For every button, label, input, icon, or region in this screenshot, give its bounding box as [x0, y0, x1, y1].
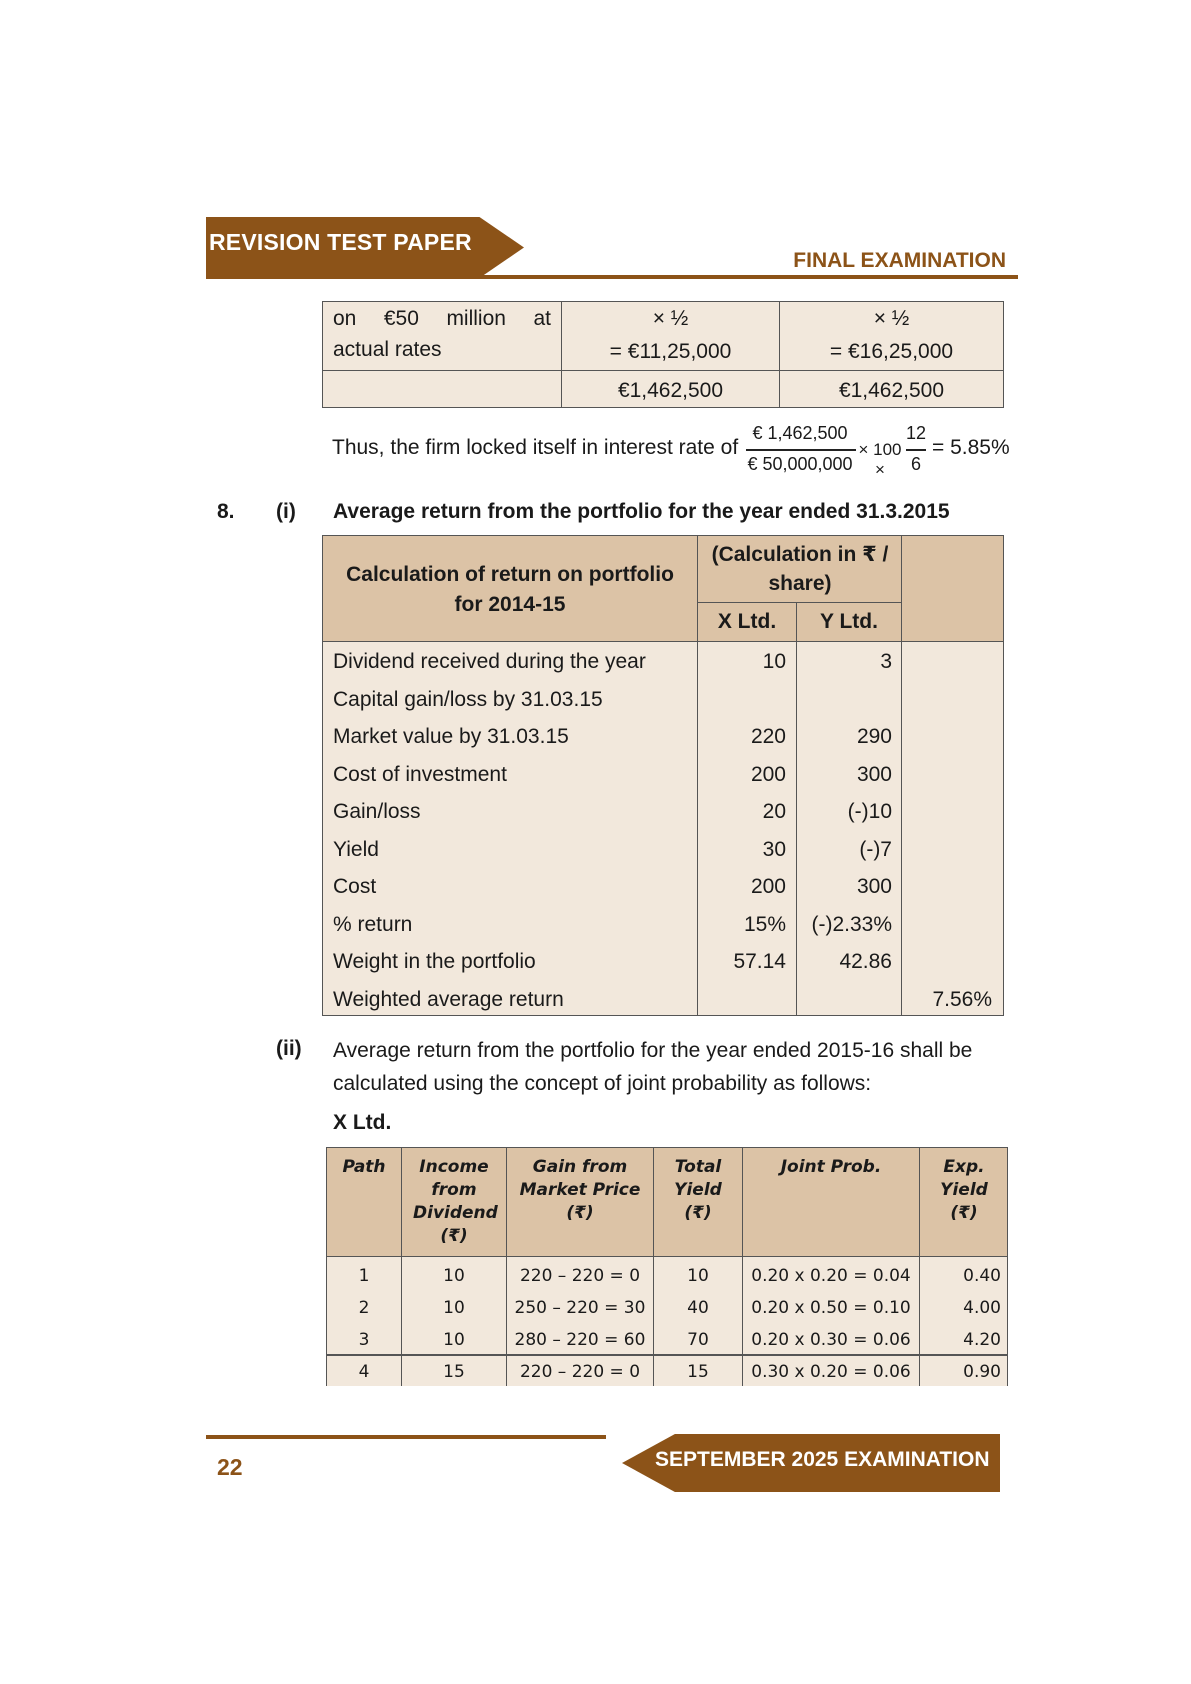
x-col-joint: Joint Prob. [780, 1157, 882, 1177]
page-number: 22 [217, 1454, 243, 1480]
header-right-title: FINAL EXAMINATION [793, 249, 1006, 272]
word: million [446, 307, 506, 330]
part-i-label: (i) [276, 500, 296, 523]
portfolio-head-extra-cell [901, 535, 1004, 642]
row-y: (-)7 [859, 838, 892, 861]
top-table-col3-line2: = €16,25,000 [829, 340, 954, 363]
cell-path: 4 [358, 1362, 370, 1382]
cell-total: 15 [687, 1362, 709, 1382]
cell-joint: 0.20 x 0.20 = 0.04 [751, 1266, 911, 1286]
cell-gain: 250 – 220 = 30 [514, 1298, 646, 1318]
top-table-empty-cell [322, 370, 562, 408]
x-ltd-subheading: X Ltd. [333, 1111, 392, 1134]
cell-gain: 280 – 220 = 60 [514, 1330, 646, 1350]
row-x: 30 [762, 838, 786, 861]
x-col-total: Total Yield (₹) [674, 1157, 722, 1223]
word: €50 [383, 307, 419, 330]
portfolio-head-calc: (Calculation in ₹ / share) [711, 543, 889, 595]
cell-income: 10 [443, 1266, 465, 1286]
row-label: Market value by 31.03.15 [333, 725, 569, 748]
row-x: 220 [750, 725, 786, 748]
row-label: Dividend received during the year [333, 650, 646, 673]
formula-result: = 5.85% [932, 436, 1010, 459]
portfolio-col-x: X Ltd. [717, 610, 777, 633]
row-label: Yield [333, 838, 379, 861]
row-y: (-)10 [847, 800, 892, 823]
part-i-title: Average return from the portfolio for the year ended 31.3.2015 [333, 500, 950, 523]
fraction-bar [746, 449, 856, 451]
top-table-total-col2: €1,462,500 [617, 379, 724, 402]
header-banner-text: REVISION TEST PAPER [209, 229, 472, 255]
row-x: 200 [750, 763, 786, 786]
top-table-col2-line2: = €11,25,000 [609, 340, 732, 363]
row-x: 15% [743, 913, 786, 936]
top-table-col3-line1: × ½ [873, 307, 910, 330]
row-label: Weighted average return [333, 988, 564, 1011]
row-label: Gain/loss [333, 800, 421, 823]
row-label: Cost of investment [333, 763, 507, 786]
top-table-total-col3: €1,462,500 [838, 379, 945, 402]
x-col-gain: Gain from Market Price (₹) [519, 1157, 641, 1223]
row-x: 10 [762, 650, 786, 673]
row-y: 300 [856, 875, 892, 898]
footer-banner-text: SEPTEMBER 2025 EXAMINATION [655, 1448, 990, 1471]
cell-income: 10 [443, 1298, 465, 1318]
row-y: 300 [856, 763, 892, 786]
part-ii-label: (ii) [276, 1037, 302, 1060]
portfolio-col-y: Y Ltd. [820, 610, 878, 633]
row-label: Capital gain/loss by 31.03.15 [333, 688, 603, 711]
x-col-path: Path [342, 1157, 386, 1177]
portfolio-body-extra-col [901, 641, 1004, 1016]
formula-frac2-num: 12 [906, 423, 927, 443]
top-table-col2-line1: × ½ [652, 307, 689, 330]
cell-path: 3 [358, 1330, 370, 1350]
cell-income: 15 [443, 1362, 465, 1382]
formula-numerator: € 1,462,500 [752, 423, 848, 443]
row-label: Cost [333, 875, 377, 898]
formula-frac2-den: 6 [910, 454, 921, 474]
header-rule [206, 275, 1018, 279]
cell-income: 10 [443, 1330, 465, 1350]
cell-path: 2 [358, 1298, 370, 1318]
cell-exp: 0.90 [963, 1362, 1001, 1382]
x-col-income: Income from Dividend (₹) [413, 1157, 498, 1246]
cell-joint: 0.20 x 0.50 = 0.10 [751, 1298, 911, 1318]
word: at [533, 307, 551, 330]
cell-path: 1 [358, 1266, 370, 1286]
row-divider [326, 1354, 1008, 1356]
question-number: 8. [217, 500, 235, 523]
row-y: 290 [856, 725, 892, 748]
x-col-exp: Exp. Yield (₹) [940, 1157, 988, 1223]
top-table-label-line1 [333, 307, 551, 331]
cell-gain: 220 – 220 = 0 [519, 1362, 641, 1382]
row-y: 3 [880, 650, 892, 673]
cell-total: 40 [687, 1298, 709, 1318]
cell-total: 70 [687, 1330, 709, 1350]
cell-exp: 4.20 [963, 1330, 1001, 1350]
fraction-bar [906, 449, 926, 451]
footer-rule [206, 1435, 606, 1439]
formula-lead: Thus, the firm locked itself in interest rate of [332, 436, 739, 459]
row-x: 57.14 [733, 950, 786, 973]
word: on [333, 307, 357, 330]
row-y: 42.86 [839, 950, 892, 973]
row-y: (-)2.33% [811, 913, 892, 936]
row-x: 20 [762, 800, 786, 823]
formula-denominator: € 50,000,000 [747, 454, 853, 474]
cell-joint: 0.30 x 0.20 = 0.06 [751, 1362, 911, 1382]
cell-gain: 220 – 220 = 0 [519, 1266, 641, 1286]
cell-joint: 0.20 x 0.30 = 0.06 [751, 1330, 911, 1350]
row-label: Weight in the portfolio [333, 950, 536, 973]
row-x: 200 [750, 875, 786, 898]
cell-exp: 0.40 [963, 1266, 1001, 1286]
cell-exp: 4.00 [963, 1298, 1001, 1318]
row-total: 7.56% [932, 988, 992, 1011]
portfolio-head-main: Calculation of return on portfolio for 2014-15 [346, 563, 674, 616]
top-table-label-line2: actual rates [333, 338, 442, 361]
row-label: % return [333, 913, 413, 936]
formula-times-100: × 100 × [858, 440, 902, 479]
part-ii-paragraph: Average return from the portfolio for the year ended 2015-16 shall be calculated using the concept of joint probability as follows: [333, 1039, 973, 1095]
cell-total: 10 [687, 1266, 709, 1286]
